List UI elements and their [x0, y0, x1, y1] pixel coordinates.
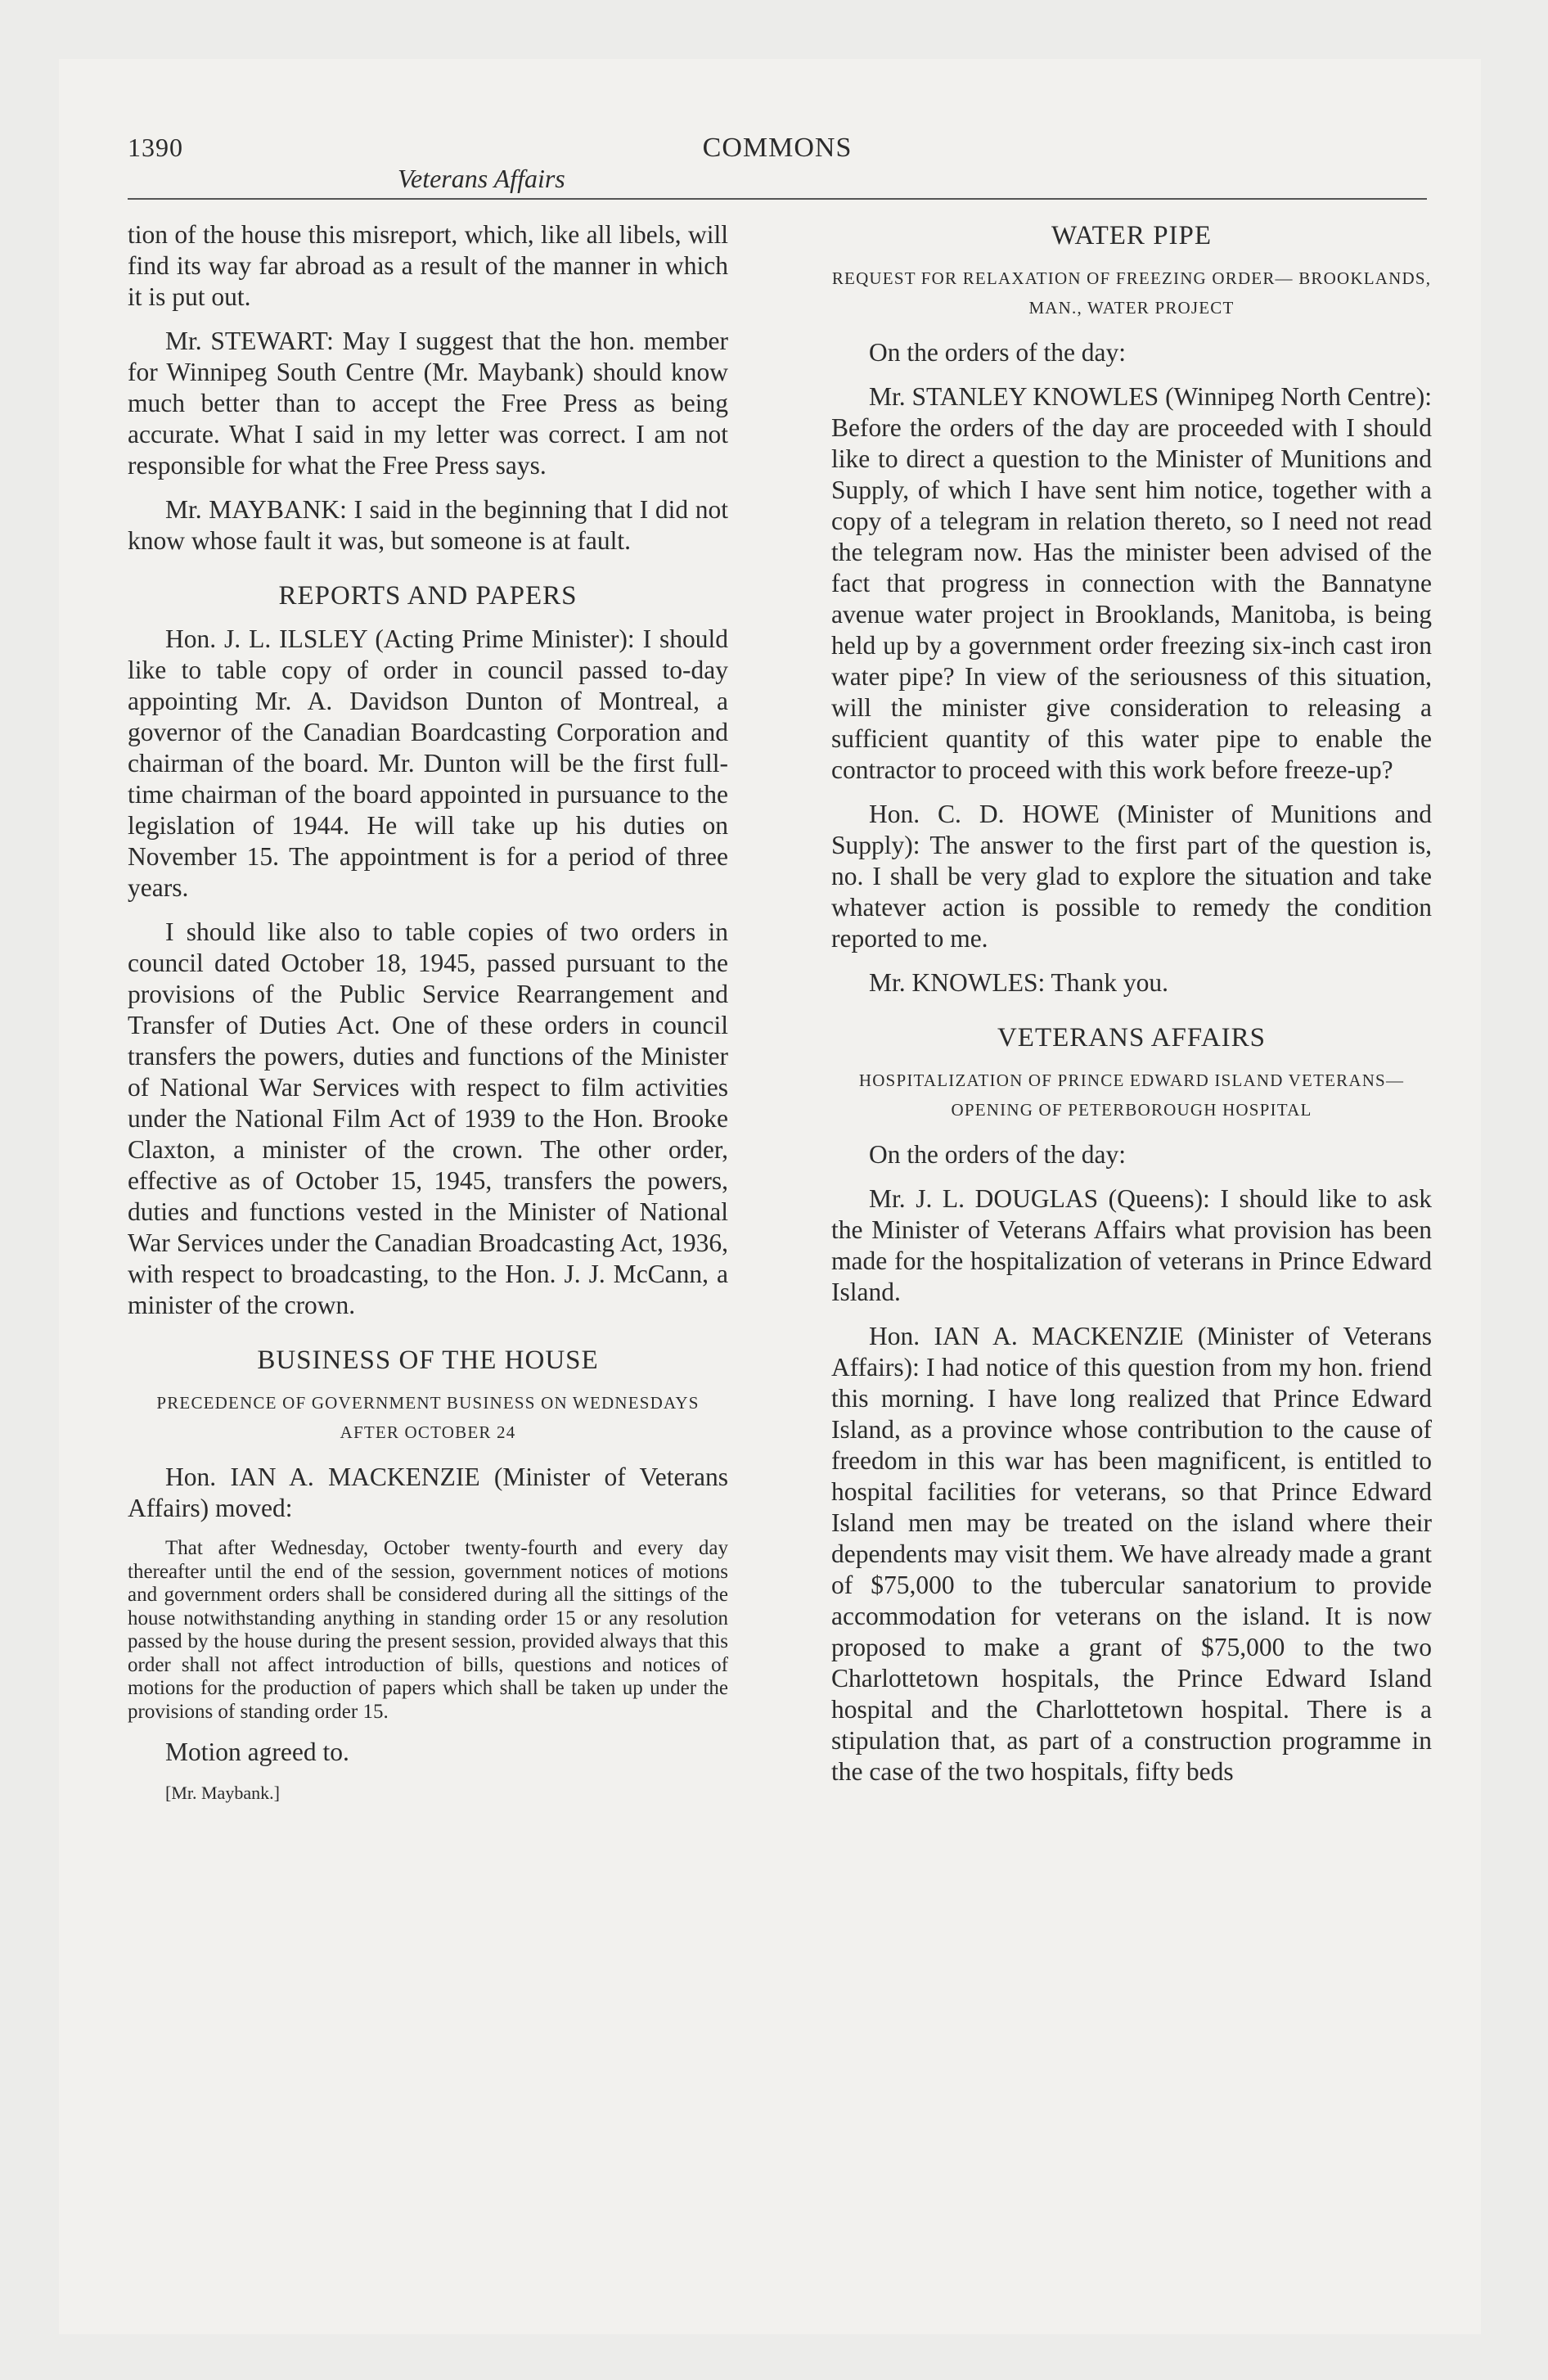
speaker-reference: [Mr. Maybank.]	[165, 1783, 280, 1803]
paragraph: Mr. STANLEY KNOWLES (Winnipeg North Centre): Before the orders of the day are proceeded with I should like to direct a question to the Minister of Munitions and Supply, of which I have sent him notice, together with a copy of a telegram in relation thereto, so I need not read the telegram now. Has the minister been advised of the fact that progress in connection with the Bannatyne avenue water project in Brooklands, Manitoba, is being held up by a government order freezing six-inch cast iron water pipe? In view of the seriousness of this situation, will the minister give consideration to releasing a sufficient quantity of this water pipe to enable the contractor to proceed with this work before freeze-up?	[831, 382, 1432, 784]
paragraph: On the orders of the day:	[869, 1140, 1127, 1169]
paragraph: Hon. C. D. HOWE (Minister of Munitions and Supply): The answer to the first part of the question is, no. I shall be very glad to explore the situation and take whatever action is possible to remedy the condition reported to me.	[831, 800, 1432, 953]
section-subheading: REQUEST FOR RELAXATION OF FREEZING ORDER— BROOKLANDS, MAN., WATER PROJECT	[831, 268, 1432, 318]
section-subheading: PRECEDENCE OF GOVERNMENT BUSINESS ON WEDNESDAYS AFTER OCTOBER 24	[156, 1393, 700, 1442]
paragraph: I should like also to table copies of two orders in council dated October 18, 1945, passed pursuant to the provisions of the Public Service Rearrangement and Transfer of Duties Act. One of these orders in council transfers the powers, duties and functions of the Minister of National War Services with respect to film activities under the National Film Act of 1939 to the Hon. Brooke Claxton, a minister of the crown. The other order, effective as of October 15, 1945, transfers the powers, duties and functions vested in the Minister of National War Services under the Canadian Broadcasting Act, 1936, with respect to broadcasting, to the Hon. J. J. McCann, a minister of the crown.	[128, 917, 728, 1319]
section-heading: VETERANS AFFAIRS	[997, 1023, 1267, 1053]
right-column	[831, 219, 1432, 1801]
section-heading: REPORTS AND PAPERS	[278, 581, 578, 611]
paragraph: Mr. J. L. DOUGLAS (Queens): I should like to ask the Minister of Veterans Affairs what provision has been made for the hospitalization of veterans in Prince Edward Island.	[831, 1184, 1432, 1306]
document-page	[59, 59, 1481, 2334]
paragraph: Hon. J. L. ILSLEY (Acting Prime Minister): I should like to table copy of order in council passed to-day appointing Mr. A. Davidson Dunton of Montreal, a governor of the Canadian Boardcasting Corporation and chairman of the board. Mr. Dunton will be the first full-time chairman of the board appointed in pursuance to the legislation of 1944. He will take up his duties on November 15. The appointment is for a period of three years.	[128, 624, 728, 902]
running-head	[128, 133, 1427, 193]
paragraph: tion of the house this misreport, which, like all libels, will find its way far abroad as a result of the manner in which it is put out.	[128, 220, 728, 311]
paragraph: On the orders of the day:	[869, 338, 1127, 367]
paragraph: Mr. STEWART: May I suggest that the hon. member for Winnipeg South Centre (Mr. Maybank) should know much better than to accept the Free Press as being accurate. What I said in my letter was correct. I am not responsible for what the Free Press says.	[128, 327, 728, 480]
motion-text: That after Wednesday, October twenty-fourth and every day thereafter until the end of the session, government notices of motions and government orders shall be considered during all the sittings of the house notwithstanding anything in standing order 15 or any resolution passed by the house during the present session, provided always that this order shall not affect introduction of bills, questions and notices of motions for the production of papers which shall be taken up under the provisions of standing order 15.	[128, 1537, 728, 1723]
page-header-title: COMMONS	[702, 133, 853, 163]
section-subheading: HOSPITALIZATION OF PRINCE EDWARD ISLAND VETERANS—OPENING OF PETERBOROUGH HOSPITAL	[858, 1071, 1405, 1120]
paragraph: Mr. KNOWLES: Thank you.	[869, 968, 1169, 997]
left-column	[128, 219, 728, 1819]
paragraph: Hon. IAN A. MACKENZIE (Minister of Veterans Affairs): I had notice of this question from my hon. friend this morning. I have long realized that Prince Edward Island, as a province whose contribution to the cause of freedom in this war has been magnificent, is entitled to hospital facilities for veterans, so that Prince Edward Island men may be treated on the island where their dependents may visit them. We have already made a grant of $75,000 to the tubercular sanatorium to provide accommodation for veterans on the island. It is now proposed to make a grant of $75,000 to the two Charlottetown hospitals, the Prince Edward Island hospital and the Charlottetown hospital. There is a stipulation that, as part of a construction programme in the case of the two hospitals, fifty beds	[831, 1322, 1432, 1786]
page-number: 1390	[128, 133, 183, 162]
page-header-section: Veterans Affairs	[398, 164, 565, 193]
section-heading: BUSINESS OF THE HOUSE	[257, 1346, 599, 1375]
header-rule	[128, 198, 1427, 200]
section-heading: WATER PIPE	[1051, 221, 1213, 250]
paragraph: Hon. IAN A. MACKENZIE (Minister of Veterans Affairs) moved:	[128, 1463, 728, 1522]
paragraph: Mr. MAYBANK: I said in the beginning that I did not know whose fault it was, but someone is at fault.	[128, 495, 728, 555]
paragraph: Motion agreed to.	[165, 1738, 349, 1766]
